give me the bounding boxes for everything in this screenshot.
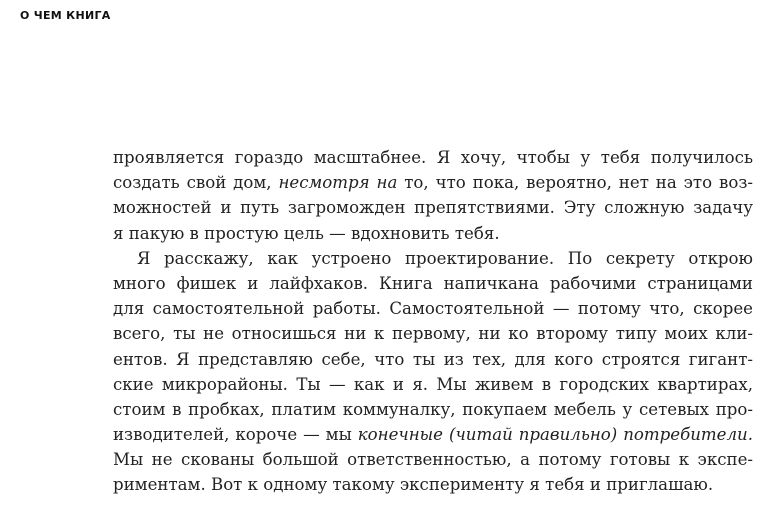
text-line: Мы не скованы большой ответственностью, а потому готовы к экспе-	[113, 450, 753, 470]
text-line: ские микрорайоны. Ты — как и я. Мы живем в городских квартирах,	[113, 374, 753, 394]
body-text	[113, 145, 753, 498]
text-line: всего, ты не относишься ни к первому, ни ко второму типу моих кли-	[113, 324, 753, 344]
text-line: стоим в пробках, платим коммуналку, покупаем мебель у сетевых про-	[113, 399, 753, 419]
text-line: много фишек и лайфхаков. Книга напичкана рабочими страницами	[113, 273, 753, 293]
text-line: ентов. Я представляю себе, что ты из тех, для кого строятся гигант-	[113, 349, 753, 369]
running-header: О ЧЕМ КНИГА	[20, 9, 111, 22]
paragraph-2	[113, 246, 753, 498]
text-line: для самостоятельной работы. Самостоятельной — потому что, скорее	[113, 299, 753, 319]
text-line: Я расскажу, как устроено проектирование. По секрету открою	[137, 248, 753, 268]
text-line: можностей и путь загроможден препятствиями. Эту сложную задачу	[113, 198, 753, 218]
paragraph-1	[113, 145, 753, 246]
text-line	[113, 170, 753, 195]
text-line: проявляется гораздо масштабнее. Я хочу, чтобы у тебя получилось	[113, 148, 753, 167]
text-line: риментам. Вот к одному такому эксперименту я тебя и приглашаю.	[113, 475, 714, 495]
emphasis-text: несмотря на	[278, 173, 398, 193]
emphasis-text: конечные (читай правильно) потребители.	[357, 425, 753, 445]
text-span: изводителей, короче — мы	[113, 425, 358, 445]
text-span: то, что пока, вероятно, нет на это воз-	[397, 173, 754, 193]
text-line: я пакую в простую цель — вдохновить тебя.	[113, 223, 500, 243]
text-line	[113, 422, 753, 447]
text-span: создать свой дом,	[113, 173, 279, 193]
